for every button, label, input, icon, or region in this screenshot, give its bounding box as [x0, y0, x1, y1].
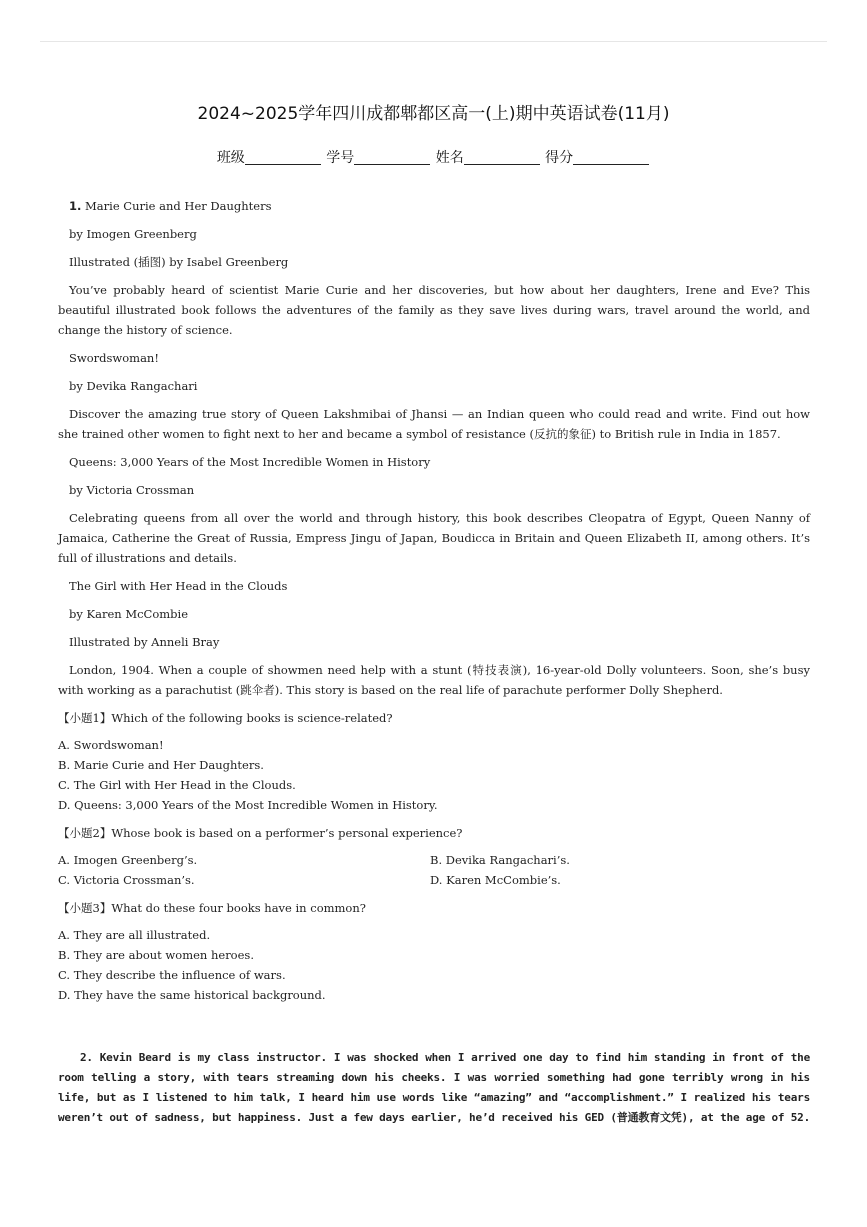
subquestion-1: 【小题1】Which of the following books is science-related?: [58, 711, 393, 725]
book1-title-line: [58, 196, 810, 216]
book3-author: by Victoria Crossman: [69, 483, 195, 497]
student-id-blank[interactable]: [354, 150, 430, 165]
book4-illustrator: Illustrated by Anneli Bray: [69, 635, 220, 649]
book2-description: Discover the amazing true story of Queen Lakshmibai of Jhansi — an Indian queen who could read and write. Find out how she trained other women to fight next to her and became a symbol of resistance (反抗的象征) to British rule in India in 1857.: [58, 407, 810, 441]
book1-author: by Imogen Greenberg: [69, 227, 197, 241]
option-a[interactable]: A. Imogen Greenberg’s.: [58, 853, 198, 867]
header-divider: [40, 41, 827, 42]
option-c[interactable]: C. They describe the influence of wars.: [58, 968, 286, 982]
name-label: 姓名: [435, 150, 464, 166]
exam-content: [58, 196, 810, 1128]
option-d[interactable]: D. Karen McCombie’s.: [430, 873, 561, 887]
page-title: 2024~2025学年四川成都郫都区高一(上)期中英语试卷(11月): [197, 104, 670, 124]
option-a[interactable]: A. Swordswoman!: [58, 738, 164, 752]
question-2-passage: 2. Kevin Beard is my class instructor. I was shocked when I arrived one day to find him standing in front of the room telling a story, with tears streaming down his cheeks. I was worried something had gone terribly wrong in his life, but as I listened to him talk, I heard him use words like “amazing” and “accomplishment.” I realized his tears weren’t out of sadness, but happiness. Just a few days earlier, he’d received his GED (普通教育文凭), at the age of 52.: [58, 1051, 811, 1124]
book2-author: by Devika Rangachari: [69, 379, 198, 393]
book1-illustrator: Illustrated (插图) by Isabel Greenberg: [69, 255, 289, 269]
subquestion-2-options: [58, 850, 810, 890]
option-c[interactable]: C. Victoria Crossman’s.: [58, 873, 195, 887]
book1-title: Marie Curie and Her Daughters: [85, 199, 272, 213]
score-label: 得分: [545, 150, 574, 166]
subquestion-3-options: [58, 925, 810, 1005]
book1-description: You’ve probably heard of scientist Marie Curie and her discoveries, but how about her daughters, Irene and Eve? This beautiful illustrated book follows the adventures of the family as they save lives during wars, travel around the world, and change the history of science.: [58, 283, 810, 337]
option-b[interactable]: B. They are about women heroes.: [58, 948, 254, 962]
subquestion-1-options: [58, 735, 810, 815]
option-a[interactable]: A. They are all illustrated.: [58, 928, 211, 942]
class-blank[interactable]: [245, 150, 321, 165]
student-info-line: [0, 147, 867, 167]
score-blank[interactable]: [573, 150, 649, 165]
option-b[interactable]: B. Marie Curie and Her Daughters.: [58, 758, 264, 772]
book3-description: Celebrating queens from all over the world and through history, this book describes Cleopatra of Egypt, Queen Nanny of Jamaica, Catherine the Great of Russia, Empress Jingu of Japan, Boudicca in Britain and Queen Elizabeth II, among others. It’s full of illustrations and details.: [58, 511, 810, 565]
subquestion-3: 【小题3】What do these four books have in common?: [58, 901, 366, 915]
option-c[interactable]: C. The Girl with Her Head in the Clouds.: [58, 778, 296, 792]
option-b[interactable]: B. Devika Rangachari’s.: [430, 853, 570, 867]
book4-author: by Karen McCombie: [69, 607, 189, 621]
student-id-label: 学号: [326, 150, 355, 166]
option-d[interactable]: D. Queens: 3,000 Years of the Most Incredible Women in History.: [58, 798, 438, 812]
option-d[interactable]: D. They have the same historical background.: [58, 988, 326, 1002]
name-blank[interactable]: [464, 150, 540, 165]
book2-title: Swordswoman!: [69, 351, 159, 365]
book4-description: London, 1904. When a couple of showmen need help with a stunt (特技表演), 16-year-old Dolly volunteers. Soon, she’s busy with working as a parachutist (跳伞者). This story is based on the real life of parachute performer Dolly Shepherd.: [58, 663, 810, 697]
class-label: 班级: [216, 150, 245, 166]
question-number: 1.: [69, 199, 82, 213]
book3-title: Queens: 3,000 Years of the Most Incredible Women in History: [69, 455, 431, 469]
book4-title: The Girl with Her Head in the Clouds: [69, 579, 288, 593]
subquestion-2: 【小题2】Whose book is based on a performer’s personal experience?: [58, 826, 463, 840]
